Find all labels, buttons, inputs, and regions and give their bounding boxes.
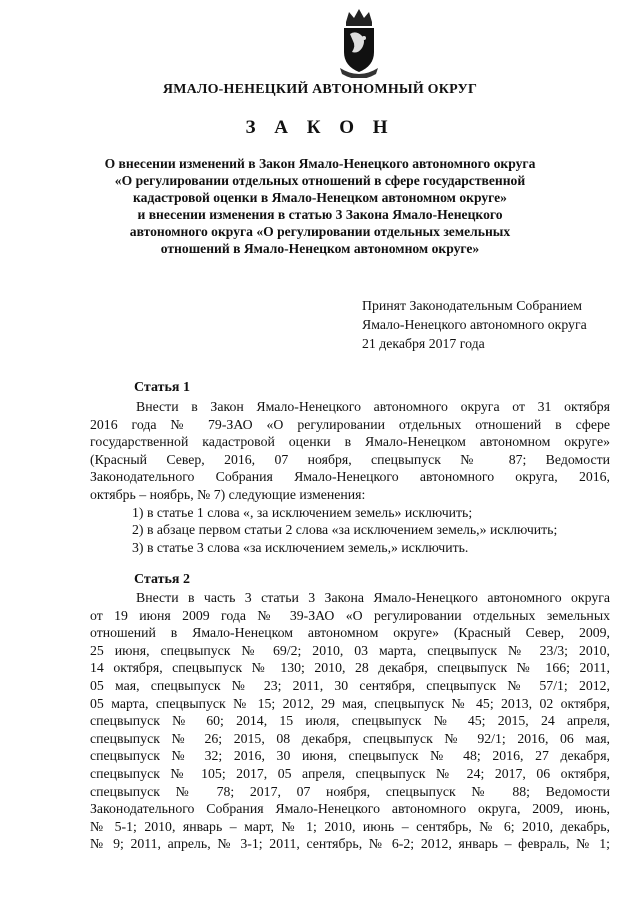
paragraph-line: от 19 июня 2009 года № 39-ЗАО «О регулировании отдельных земельных: [90, 607, 610, 623]
paragraph-line: спецвыпуск № 78; 2017, 07 ноября, спецвыпуск № 88; Ведомости: [90, 783, 610, 799]
paragraph-line: Внести в часть 3 статьи 3 Закона Ямало-Ненецкого автономного округа: [136, 590, 610, 605]
title-line: «О регулировании отдельных отношений в сфере государственной: [114, 173, 526, 188]
list-item: 1) в статье 1 слова «, за исключением земель» исключить;: [132, 504, 473, 520]
paragraph-line: № 9; 2011, апрель, № 3-1; 2011, сентябрь, № 6-2; 2012, январь – февраль, № 1;: [90, 836, 610, 852]
paragraph-line: 05 мая, спецвыпуск № 23; 2011, 30 сентября, спецвыпуск № 57/1; 2012,: [90, 677, 610, 693]
title-line: отношений в Ямало-Ненецком автономном округе»: [160, 241, 480, 256]
paragraph-line: № 5-1; 2010, январь – март, № 1; 2010, июнь – сентябрь, № 6; 2010, декабрь,: [90, 818, 610, 834]
title-line: кадастровой оценки в Ямало-Ненецком автономном округе»: [133, 190, 507, 205]
paragraph-line: Внести в Закон Ямало-Ненецкого автономного округа от 31 октября: [136, 399, 610, 414]
article-2-body: [90, 589, 610, 853]
paragraph-line: спецвыпуск № 26; 2015, 08 декабря, спецвыпуск № 92/1; 2016, 06 мая,: [90, 730, 610, 746]
region-name: ЯМАЛО-НЕНЕЦКИЙ АВТОНОМНЫЙ ОКРУГ: [162, 82, 478, 97]
article-1-heading: Статья 1: [134, 380, 190, 395]
document-type: З А К О Н: [245, 117, 395, 138]
coat-of-arms-icon: [336, 8, 382, 78]
paragraph-line: 14 октября, спецвыпуск № 130; 2010, 28 декабря, спецвыпуск № 166; 2011,: [90, 660, 610, 676]
title-line: О внесении изменений в Закон Ямало-Ненецкого автономного округа: [104, 156, 536, 171]
list-item: 2) в абзаце первом статьи 2 слова «за исключением земель,» исключить;: [132, 522, 558, 538]
paragraph-line: Законодательного Собрания Ямало-Ненецкого автономного округа, 2009, июнь,: [90, 801, 610, 817]
paragraph-line: спецвыпуск № 60; 2014, 15 июля, спецвыпуск № 45; 2015, 24 апреля,: [90, 713, 610, 729]
paragraph-line: 05 марта, спецвыпуск № 15; 2012, 29 мая, спецвыпуск № 45; 2013, 02 октября,: [90, 695, 610, 711]
paragraph-line: спецвыпуск № 105; 2017, 05 апреля, спецвыпуск № 24; 2017, 06 октября,: [90, 765, 610, 781]
paragraph-line: отношений в Ямало-Ненецком автономном округе» (Красный Север, 2009,: [90, 625, 610, 641]
paragraph-line: спецвыпуск № 32; 2016, 30 июня, спецвыпуск № 48; 2016, 27 декабря,: [90, 748, 610, 764]
adoption-line: Ямало-Ненецкого автономного округа: [362, 317, 587, 332]
paragraph-line: Законодательного Собрания Ямало-Ненецкого автономного округа, 2016,: [90, 469, 610, 485]
paragraph-line: октябрь – ноябрь, № 7) следующие изменения:: [90, 486, 366, 502]
adoption-line: 21 декабря 2017 года: [362, 336, 485, 351]
list-item: 3) в статье 3 слова «за исключением земель,» исключить.: [132, 539, 469, 555]
paragraph-line: 25 июня, спецвыпуск № 69/2; 2010, 03 марта, спецвыпуск № 23/3; 2010,: [90, 642, 610, 658]
law-title: [70, 155, 570, 257]
article-2-heading: Статья 2: [134, 572, 190, 587]
article-1-body: [90, 398, 610, 556]
title-line: и внесении изменения в статью 3 Закона Ямало-Ненецкого: [137, 207, 503, 222]
paragraph-line: (Красный Север, 2016, 07 ноября, спецвыпуск № 87; Ведомости: [90, 451, 610, 467]
paragraph-line: 2016 года № 79-ЗАО «О регулировании отдельных отношений в сфере: [90, 416, 610, 432]
adoption-note: [362, 296, 587, 353]
paragraph-line: государственной кадастровой оценки в Ямало-Ненецком автономном округе»: [90, 434, 610, 450]
title-line: автономного округа «О регулировании отдельных земельных: [129, 224, 511, 239]
adoption-line: Принят Законодательным Собранием: [362, 298, 582, 313]
